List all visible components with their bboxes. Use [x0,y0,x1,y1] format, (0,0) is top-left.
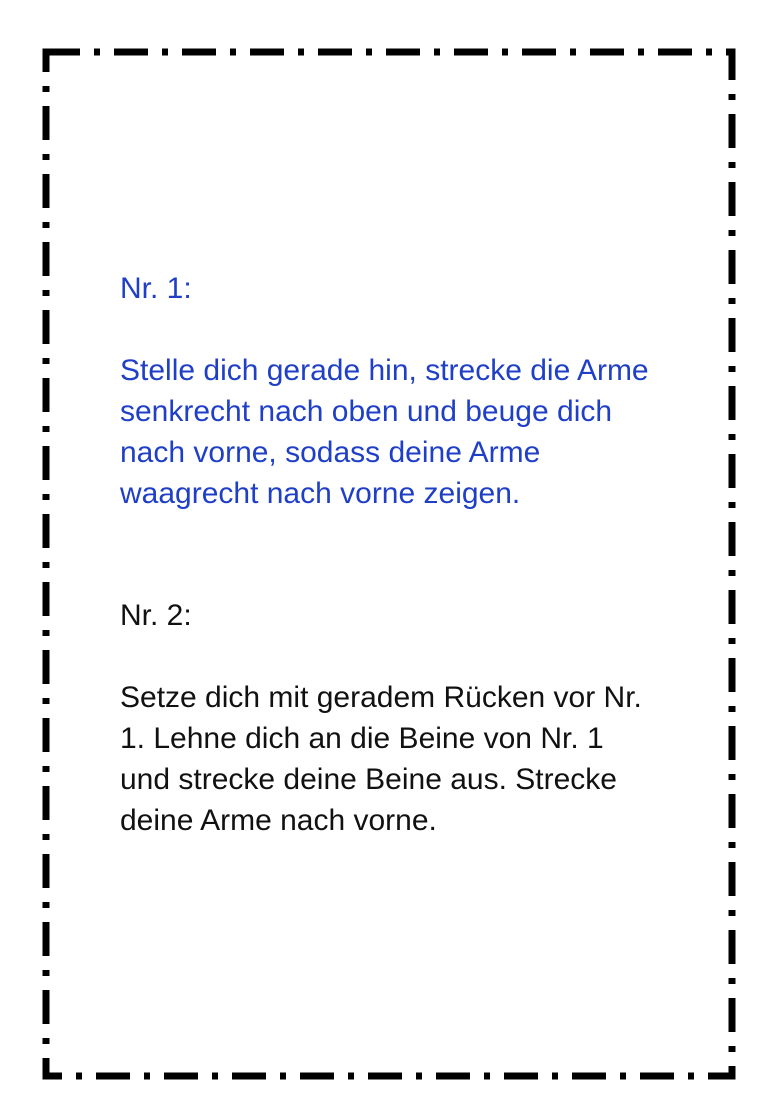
spacer [120,309,700,350]
spacer [120,636,700,677]
instruction-nr-2-heading: Nr. 2: [120,599,192,632]
instruction-nr-2-text: Setze dich mit geradem Rücken vor Nr. 1. Lehne dich an die Beine von Nr. 1 und strecke deine Beine aus. Strecke deine Arme nach vorne. [120,681,642,837]
instruction-nr-1-text: Stelle dich gerade hin, strecke die Arme senkrecht nach oben und beuge dich nach vorne, sodass deine Arme waagrecht nach vorne zeigen. [120,354,649,510]
instruction-card [120,268,700,841]
instruction-nr-2 [120,595,700,841]
spacer [120,514,700,595]
instruction-nr-1-heading: Nr. 1: [120,272,192,305]
instruction-nr-1 [120,268,700,514]
